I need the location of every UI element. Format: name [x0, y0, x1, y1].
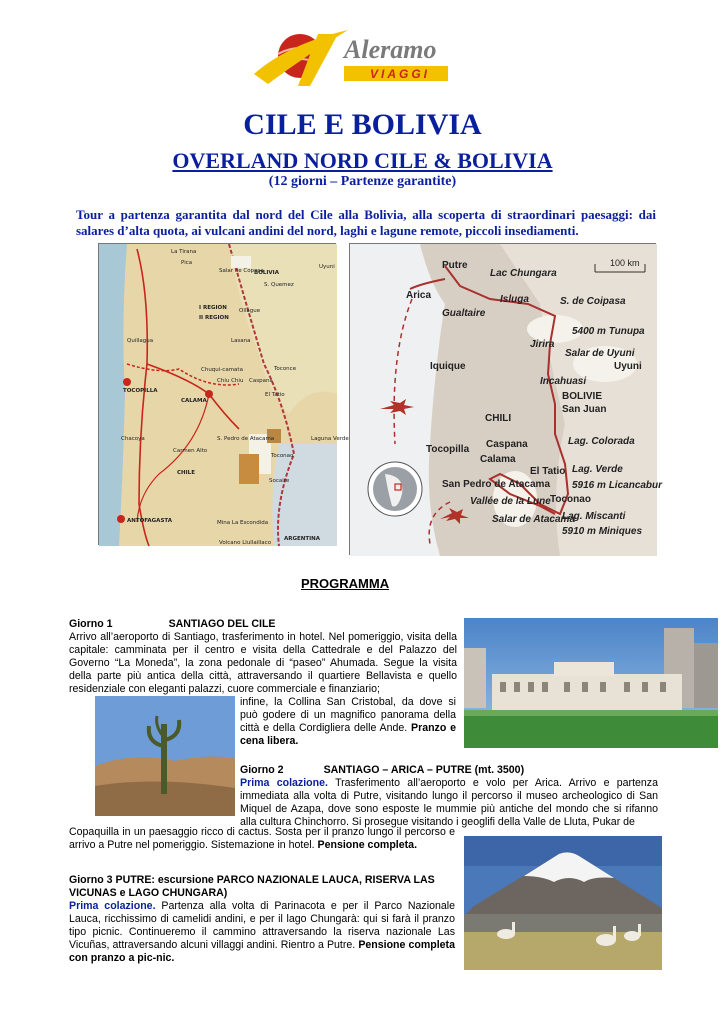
- svg-text:Putre: Putre: [442, 260, 468, 271]
- svg-text:El Tatio: El Tatio: [530, 466, 566, 477]
- svg-text:BOLIVIE: BOLIVIE: [562, 391, 603, 402]
- svg-text:Lasana: Lasana: [231, 338, 251, 344]
- day-2-breakfast: Prima colazione.: [240, 777, 328, 789]
- day-2-heading: Giorno 2 SANTIAGO – ARICA – PUTRE (mt. 3500): [240, 764, 525, 776]
- day-1-body-a: Arrivo all’aeroporto di Santiago, trasferimento in hotel. Nel pomeriggio, visita della capitale: camminata per il centro e visita della Cattedrale e del Palazzo del Governo “La Moneda”, la zona pedonale di “paseo” Ahumada. Segue la visita della parte più antica della città, attraversando il quartiere Bellavista e quello residenziale con eleganti palazzi, cuore commerciale e finanziario;: [69, 631, 457, 695]
- svg-text:Vallée de la Lune: Vallée de la Lune: [470, 496, 551, 507]
- svg-text:Caspana: Caspana: [249, 378, 273, 384]
- svg-text:Salar de Atacama: Salar de Atacama: [492, 514, 576, 525]
- svg-text:Iquique: Iquique: [430, 361, 466, 372]
- day-2-text: Giorno 2 SANTIAGO – ARICA – PUTRE (mt. 3500) Prima colazione. Trasferimento all’aeroporto e volo per Arica. Arrivo e partenza immediata alla volta di Putre, visitando lungo il percorso il museo archeologico di San Miquel de Azapa, dove sono esposte le mummie più antiche del mondo che si rifanno alla cultura Chinchorro. Si prosegue visitando i geoglifi della Valle de Lluta, Pukar de: [240, 764, 658, 828]
- svg-text:CHILI: CHILI: [485, 413, 512, 424]
- svg-text:Toconce: Toconce: [274, 366, 297, 372]
- day-2-text-b: Copaquilla in un paesaggio ricco di cactus. Sosta per il pranzo lungo il percorso e arrivo a Putre nel pomeriggio. Sistemazione in hotel. Pensione completa.: [69, 826, 455, 851]
- svg-text:Laguna Verde: Laguna Verde: [311, 436, 349, 442]
- svg-text:Chiu Chiu: Chiu Chiu: [217, 378, 244, 384]
- svg-text:5910 m Miniques: 5910 m Miniques: [562, 526, 643, 537]
- svg-text:Mina La Escondida: Mina La Escondida: [217, 520, 269, 526]
- svg-text:Tocopilla: Tocopilla: [426, 444, 470, 455]
- regional-map: [98, 243, 349, 546]
- svg-text:San Juan: San Juan: [562, 404, 607, 415]
- svg-text:Ollague: Ollague: [239, 308, 261, 314]
- logo-sub: VIAGGI: [370, 67, 431, 81]
- logo-brand: Aleramo: [344, 35, 437, 64]
- route-map: [349, 243, 663, 555]
- aleramo-logo: [248, 24, 458, 92]
- scale-label: 100 km: [610, 258, 640, 268]
- svg-text:S. Pedro de Atacama: S. Pedro de Atacama: [217, 436, 275, 442]
- svg-text:Volcano Llullaillaco: Volcano Llullaillaco: [219, 540, 272, 546]
- program-heading: PROGRAMMA: [301, 576, 390, 591]
- svg-text:5916 m Licancabur: 5916 m Licancabur: [572, 480, 663, 491]
- intro-paragraph: Tour a partenza garantita dal nord del Cile alla Bolivia, alla scoperta di straordinari paesaggi: dai salares d’alta quota, ai vulcani andini del nord, laghi e lagune remote, piccoli insediamenti.: [76, 207, 656, 238]
- argentina-area: [272, 444, 337, 546]
- svg-text:San Pedro de Atacama: San Pedro de Atacama: [442, 479, 551, 490]
- day-3-meals: Pensione completa con pranzo a pic-nic.: [69, 939, 455, 964]
- svg-text:Chacoya: Chacoya: [121, 436, 145, 442]
- svg-text:Lag. Colorada: Lag. Colorada: [568, 436, 635, 447]
- svg-text:BOLIVIA: BOLIVIA: [254, 270, 279, 276]
- svg-text:ANTOFAGASTA: ANTOFAGASTA: [127, 518, 172, 524]
- svg-text:Chuqui-camata: Chuqui-camata: [201, 367, 243, 373]
- svg-text:Socaire: Socaire: [269, 478, 290, 484]
- day-3-heading: Giorno 3 PUTRE: escursione PARCO NAZIONALE LAUCA, RISERVA LAS VICUNAS e LAGO CHUNGARA): [69, 874, 435, 899]
- day-3-breakfast: Prima colazione.: [69, 900, 156, 912]
- svg-text:Incahuasi: Incahuasi: [540, 376, 587, 387]
- svg-text:Toconao: Toconao: [550, 494, 591, 505]
- svg-text:5400 m Tunupa: 5400 m Tunupa: [572, 326, 645, 337]
- svg-text:Carmen Alto: Carmen Alto: [173, 448, 208, 454]
- svg-text:CHILE: CHILE: [177, 470, 195, 476]
- cactus-photo: [95, 696, 235, 816]
- day-1-heading: Giorno 1 SANTIAGO DEL CILE: [69, 618, 276, 630]
- page-title: CILE E BOLIVIA: [243, 108, 482, 141]
- svg-text:Pica: Pica: [181, 260, 193, 266]
- svg-text:S. Quemez: S. Quemez: [264, 282, 294, 288]
- day-2-meals: Pensione completa.: [317, 839, 418, 851]
- svg-text:CALAMA: CALAMA: [181, 398, 207, 404]
- svg-text:Gualtaire: Gualtaire: [442, 308, 486, 319]
- day-3-text: Giorno 3 PUTRE: escursione PARCO NAZIONALE LAUCA, RISERVA LAS VICUNAS e LAGO CHUNGARA) Prima colazione. Partenza alla volta di Parinacota e per il Parco Nazionale Lauca, ricchissimo di camelidi andini, e per il lago Chungarà: qui si farà il pranzo tipo picnic. Continueremo il cammino attraversando la riserva nazionale Las Vicuñas, attraversando alcuni villaggi andini. Rientro a Putre. Pensione completa con pranzo a pic-nic.: [69, 874, 455, 964]
- svg-text:Calama: Calama: [480, 454, 516, 465]
- svg-text:II REGION: II REGION: [199, 315, 229, 321]
- svg-text:I REGION: I REGION: [199, 305, 227, 311]
- page-note: (12 giorni – Partenze garantite): [268, 174, 457, 189]
- svg-text:La Tirana: La Tirana: [171, 249, 197, 255]
- svg-text:Lac Chungara: Lac Chungara: [490, 268, 557, 279]
- svg-text:Lag. Verde: Lag. Verde: [572, 464, 623, 475]
- svg-text:El Tatio: El Tatio: [265, 392, 285, 398]
- svg-text:Toconao: Toconao: [271, 453, 294, 459]
- svg-text:Lag. Miscanti: Lag. Miscanti: [562, 511, 626, 522]
- day-1-meals: Pranzo e cena libera.: [240, 722, 456, 747]
- svg-text:Uyuni: Uyuni: [319, 264, 335, 270]
- la-moneda-photo: [464, 618, 718, 748]
- svg-text:Jirira: Jirira: [530, 339, 555, 350]
- svg-text:Isluga: Isluga: [500, 294, 529, 305]
- svg-text:Arica: Arica: [406, 290, 432, 301]
- page-subtitle: OVERLAND NORD CILE & BOLIVIA: [172, 148, 553, 173]
- svg-text:Uyuni: Uyuni: [614, 361, 642, 372]
- svg-text:S. de Coipasa: S. de Coipasa: [560, 296, 626, 307]
- day-1-text: [69, 618, 457, 696]
- svg-text:Salar de Coposa: Salar de Coposa: [219, 268, 264, 274]
- parinacota-volcano-photo: [464, 836, 662, 970]
- svg-text:TOCOPILLA: TOCOPILLA: [123, 388, 158, 394]
- day-1-text-b: infine, la Collina San Cristobal, da dove si può godere di un magnifico panorama della città e della Cordigliera delle Ande. Pranzo e cena libera.: [240, 696, 456, 747]
- svg-text:Caspana: Caspana: [486, 439, 528, 450]
- svg-text:ARGENTINA: ARGENTINA: [284, 536, 321, 542]
- svg-text:Quillagua: Quillagua: [127, 338, 154, 344]
- svg-text:Salar de Uyuni: Salar de Uyuni: [565, 348, 635, 359]
